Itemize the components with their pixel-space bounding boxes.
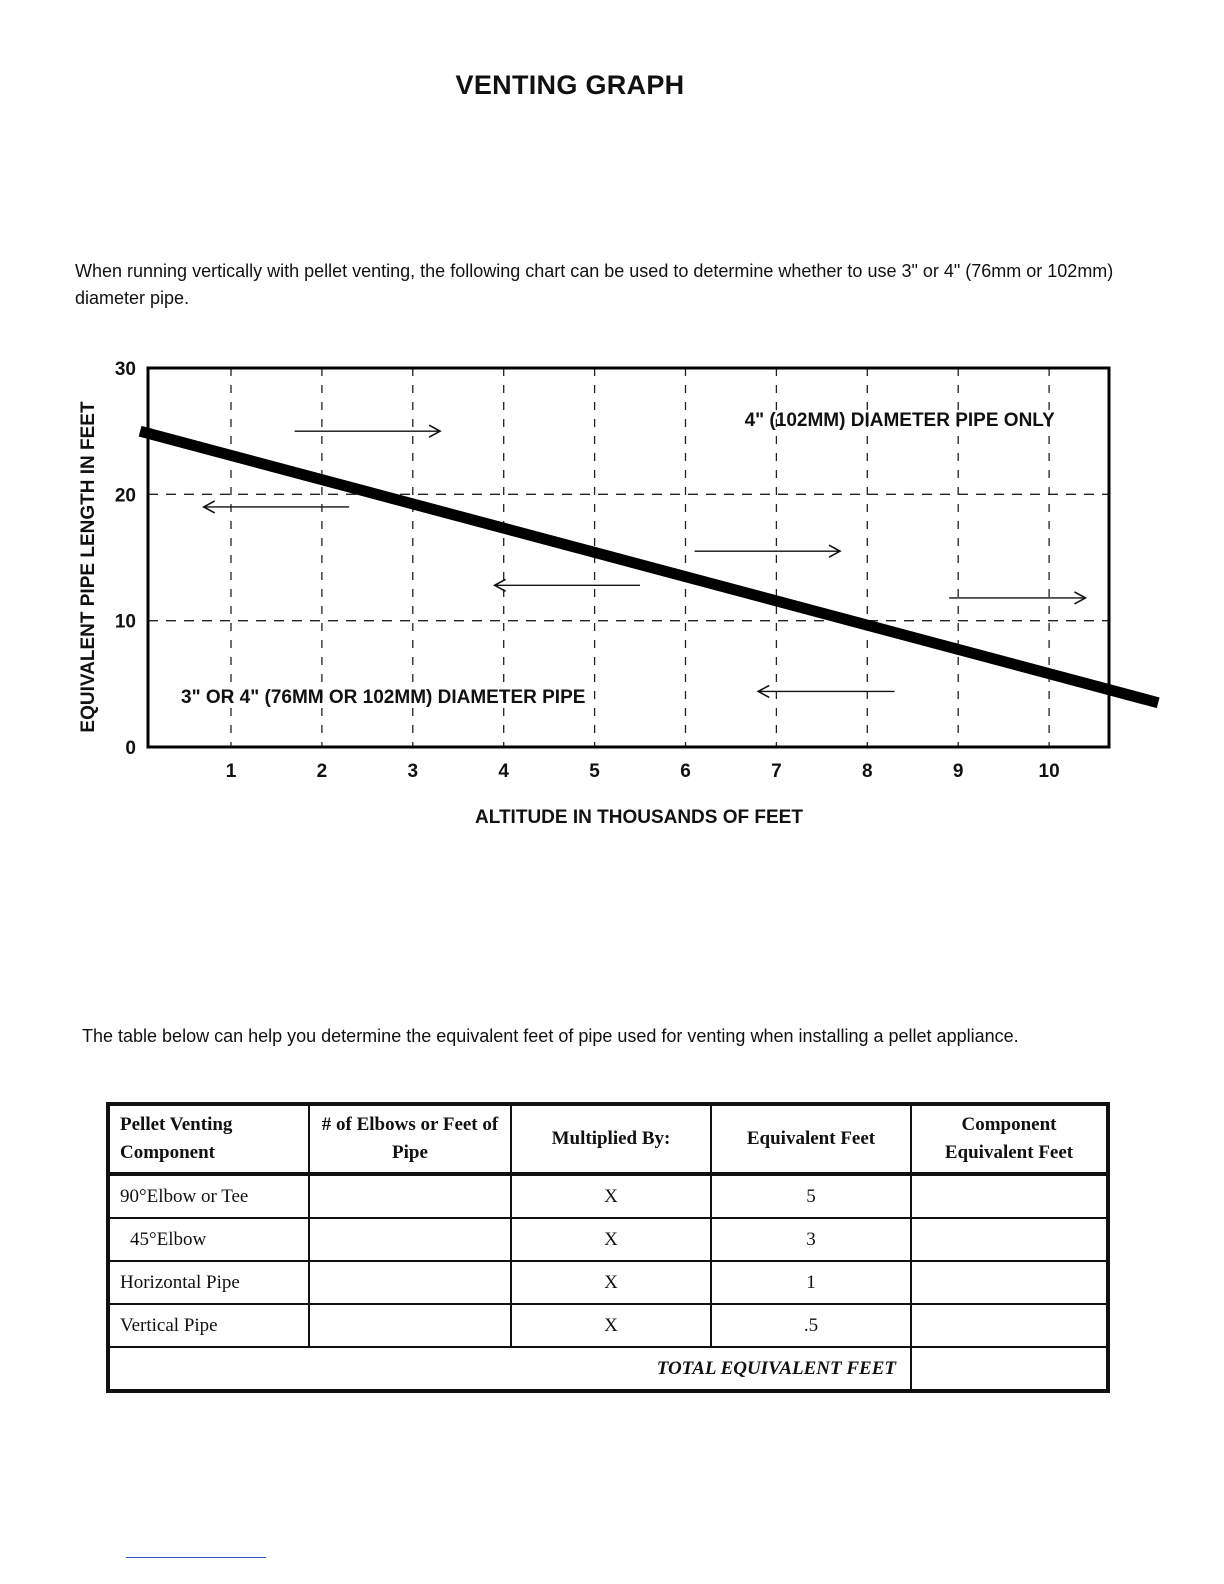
x-tick-label: 9 [952,761,964,782]
row-count[interactable] [309,1304,511,1347]
row-count[interactable] [309,1261,511,1304]
row-equivalent: .5 [711,1304,911,1347]
row-count[interactable] [309,1218,511,1261]
y-tick-label: 20 [114,485,136,507]
region-label-upper: 4" (102MM) DIAMETER PIPE ONLY [744,410,1055,432]
row-component: Vertical Pipe [108,1304,309,1347]
row-component: 45°Elbow [108,1218,309,1261]
total-value[interactable] [911,1347,1108,1391]
row-multiplied: X [511,1174,711,1218]
table-total-row [108,1347,1108,1391]
header-component-equivalent: Component Equivalent Feet [911,1104,1108,1174]
y-tick-label: 30 [114,359,136,380]
table-row [108,1174,1108,1218]
x-tick-label: 2 [316,761,328,782]
x-tick-label: 6 [680,761,691,782]
row-component-equivalent[interactable] [911,1218,1108,1261]
table-header-row [108,1104,1108,1174]
row-multiplied: X [511,1304,711,1347]
header-component: Pellet Venting Component [108,1104,309,1174]
table-row [108,1304,1108,1347]
row-component-equivalent[interactable] [911,1174,1108,1218]
x-tick-label: 8 [862,761,873,782]
table-row [108,1218,1108,1261]
footer-rule [126,1557,266,1558]
x-tick-label: 4 [498,761,509,782]
y-tick-label: 10 [114,611,136,633]
table-row [108,1261,1108,1304]
x-tick-label: 3 [407,761,419,782]
table-intro-text: The table below can help you determine the equivalent feet of pipe used for venting when installing a pellet appliance. [82,1026,1019,1046]
region-label-lower: 3" OR 4" (76MM OR 102MM) DIAMETER PIPE [181,686,586,708]
y-axis-label: EQUIVALENT PIPE LENGTH IN FEET [78,401,99,733]
x-tick-label: 7 [771,761,782,782]
x-tick-label: 1 [225,761,237,782]
header-equivalent: Equivalent Feet [711,1104,911,1174]
row-equivalent: 5 [711,1174,911,1218]
row-count[interactable] [309,1174,511,1218]
page-title: VENTING GRAPH [455,70,685,100]
boundary-line [140,431,1158,703]
row-multiplied: X [511,1218,711,1261]
equivalent-feet-table [106,1102,1110,1393]
y-tick-label: 0 [125,738,136,759]
x-tick-label: 5 [589,761,600,782]
x-tick-label: 10 [1038,761,1060,782]
header-multiplied: Multiplied By: [511,1104,711,1174]
row-component: 90°Elbow or Tee [108,1174,309,1218]
row-multiplied: X [511,1261,711,1304]
total-label: TOTAL EQUIVALENT FEET [108,1347,911,1391]
row-component-equivalent[interactable] [911,1261,1108,1304]
venting-graph [0,350,1224,840]
row-component-equivalent[interactable] [911,1304,1108,1347]
row-equivalent: 3 [711,1218,911,1261]
row-equivalent: 1 [711,1261,911,1304]
row-component: Horizontal Pipe [108,1261,309,1304]
x-axis-label: ALTITUDE IN THOUSANDS OF FEET [475,807,803,828]
intro-text: When running vertically with pellet venting, the following chart can be used to determine whether to use 3" or 4" (76mm or 102mm) diameter pipe. [75,261,1114,308]
header-count: # of Elbows or Feet of Pipe [309,1104,511,1174]
